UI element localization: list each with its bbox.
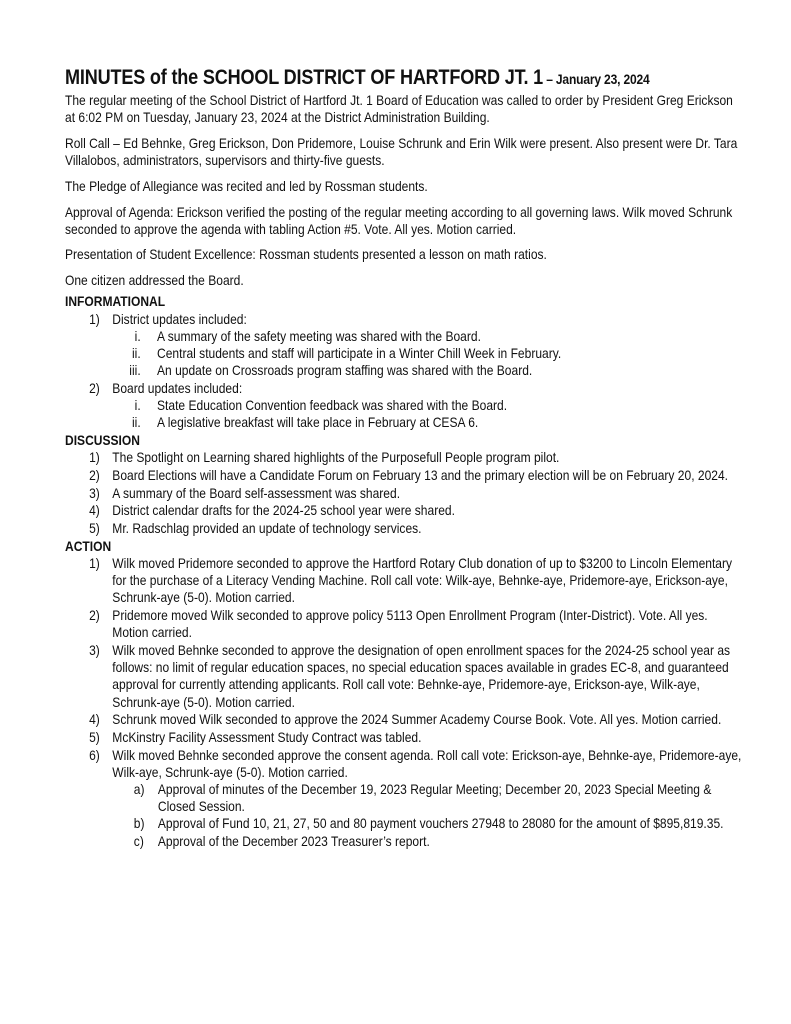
- item-text: The Spotlight on Learning shared highlights of the Purposefull People program pilot.: [112, 449, 560, 466]
- list-item: [65, 380, 745, 432]
- document-body: [65, 66, 745, 850]
- item-number: i.: [134, 327, 141, 344]
- item-number: ii.: [131, 344, 141, 361]
- list-item: [65, 397, 745, 414]
- item-number: 4): [89, 502, 100, 519]
- title-main: MINUTES of the SCHOOL DISTRICT OF HARTFORD JT. 1: [65, 66, 544, 89]
- item-text: District calendar drafts for the 2024-25 school year were shared.: [112, 502, 455, 519]
- item-text: Central students and staff will participate in a Winter Chill Week in February.: [157, 344, 562, 361]
- list-item: [65, 833, 745, 850]
- item-text: District updates included:: [112, 310, 247, 327]
- item-text: Wilk moved Behnke seconded to approve the designation of open enrollment spaces for the 2024-25 school year as follows: no limit of regular education spaces, no special education spaces available in grades EC-8, and guaranteed approval for currently attending applicants. Roll call vote: Behnke-aye, Pridemore-aye, Erickson-aye, Wilk-aye, Schrunk-aye (5-0). Motion carried.: [112, 641, 731, 710]
- item-number: 4): [89, 711, 100, 728]
- action-heading: ACTION: [65, 537, 112, 554]
- item-number: 5): [89, 728, 100, 745]
- list-item: [65, 642, 745, 711]
- item-text: An update on Crossroads program staffing was shared with the Board.: [157, 362, 533, 379]
- item-text: Board updates included:: [112, 379, 243, 396]
- item-text: Mr. Radschlag provided an update of technology services.: [112, 519, 422, 536]
- item-text: A summary of the Board self-assessment was shared.: [112, 484, 401, 501]
- item-number: 2): [89, 606, 100, 623]
- item-text: State Education Convention feedback was shared with the Board.: [157, 397, 508, 414]
- item-text: A summary of the safety meeting was shared with the Board.: [157, 327, 481, 344]
- item-number: 3): [89, 641, 100, 658]
- list-item: [65, 449, 745, 466]
- item-letter: a): [133, 781, 145, 798]
- sublist: [65, 397, 745, 431]
- document-title: [65, 66, 745, 91]
- item-text: Wilk moved Pridemore seconded to approve the Hartford Rotary Club donation of up to $3200 to Lincoln Elementary for the purchase of a Literacy Vending Machine. Roll call vote: Wilk-aye, Behnke-aye, Pridemore-aye, Erickson-aye, Schrunk-aye (5-0). Motion carried.: [112, 554, 733, 606]
- item-number: 6): [89, 746, 100, 763]
- list-item: [65, 747, 745, 850]
- list-item: [65, 485, 745, 502]
- item-number: iii.: [129, 362, 141, 379]
- item-text: Approval of minutes of the December 19, 2023 Regular Meeting; December 20, 2023 Special Meeting & Closed Session.: [157, 781, 712, 815]
- student-excellence-paragraph: Presentation of Student Excellence: Rossman students presented a lesson on math ratios.: [65, 246, 547, 263]
- item-number: 2): [89, 466, 100, 483]
- list-item: [65, 311, 745, 380]
- list-item: [65, 362, 745, 379]
- list-item: [65, 781, 745, 815]
- discussion-list: [65, 449, 745, 537]
- list-item: [65, 555, 745, 607]
- agenda-approval-paragraph: Approval of Agenda: Erickson verified the posting of the regular meeting according to all governing laws. Wilk moved Schrunk seconded to approve the agenda with tabling Action #5. Vote. All yes. Motion carried.: [65, 203, 733, 237]
- list-item: [65, 414, 745, 431]
- pledge-paragraph: The Pledge of Allegiance was recited and led by Rossman students.: [65, 177, 428, 194]
- item-text: A legislative breakfast will take place in February at CESA 6.: [157, 414, 479, 431]
- item-text: Pridemore moved Wilk seconded to approve policy 5113 Open Enrollment Program (Inter-District). Vote. All yes. Motion carried.: [112, 606, 708, 641]
- item-text: McKinstry Facility Assessment Study Contract was tabled.: [112, 728, 422, 745]
- list-item: [65, 520, 745, 537]
- list-item: [65, 711, 745, 728]
- item-letter: c): [133, 832, 144, 849]
- item-number: 1): [89, 310, 100, 327]
- informational-heading: INFORMATIONAL: [65, 293, 166, 310]
- discussion-heading: DISCUSSION: [65, 431, 140, 448]
- item-text: Board Elections will have a Candidate Forum on February 13 and the primary election will be on February 20, 2024.: [112, 466, 729, 483]
- action-list: [65, 555, 745, 850]
- list-item: [65, 328, 745, 345]
- item-text: Wilk moved Behnke seconded approve the consent agenda. Roll call vote: Erickson-aye, Behnke-aye, Pridemore-aye, Wilk-aye, Schrunk-aye (5-0). Motion carried.: [112, 746, 742, 780]
- list-item: [65, 729, 745, 746]
- item-number: i.: [134, 397, 141, 414]
- meeting-date: – January 23, 2024: [543, 71, 650, 87]
- item-number: 1): [89, 449, 100, 466]
- list-item: [65, 502, 745, 519]
- item-number: 3): [89, 484, 100, 501]
- call-to-order-paragraph: The regular meeting of the School District of Hartford Jt. 1 Board of Education was called to order by President Greg Erickson at 6:02 PM on Tuesday, January 23, 2024 at the District Administration Building.: [65, 92, 733, 126]
- item-number: ii.: [131, 414, 141, 431]
- roll-call-paragraph: Roll Call – Ed Behnke, Greg Erickson, Don Pridemore, Louise Schrunk and Erin Wilk were present. Also present were Dr. Tara Villalobos, administrators, supervisors and thirty-five guests.: [65, 134, 738, 169]
- informational-list: [65, 311, 745, 432]
- item-number: 1): [89, 554, 100, 571]
- minutes-document: [65, 66, 745, 850]
- item-number: 5): [89, 519, 100, 536]
- list-item: [65, 607, 745, 641]
- item-letter: b): [133, 815, 145, 832]
- sublist: [65, 328, 745, 380]
- item-text: Schrunk moved Wilk seconded to approve the 2024 Summer Academy Course Book. Vote. All yes. Motion carried.: [112, 711, 722, 728]
- list-item: [65, 467, 745, 484]
- item-number: 2): [89, 379, 100, 396]
- item-text: Approval of Fund 10, 21, 27, 50 and 80 payment vouchers 27948 to 28080 for the amount of $895,819.35.: [157, 815, 724, 832]
- consent-agenda-sublist: [65, 781, 745, 850]
- item-text: Approval of the December 2023 Treasurer’s report.: [157, 832, 430, 849]
- list-item: [65, 345, 745, 362]
- list-item: [65, 815, 745, 832]
- citizen-comment-paragraph: One citizen addressed the Board.: [65, 272, 244, 289]
